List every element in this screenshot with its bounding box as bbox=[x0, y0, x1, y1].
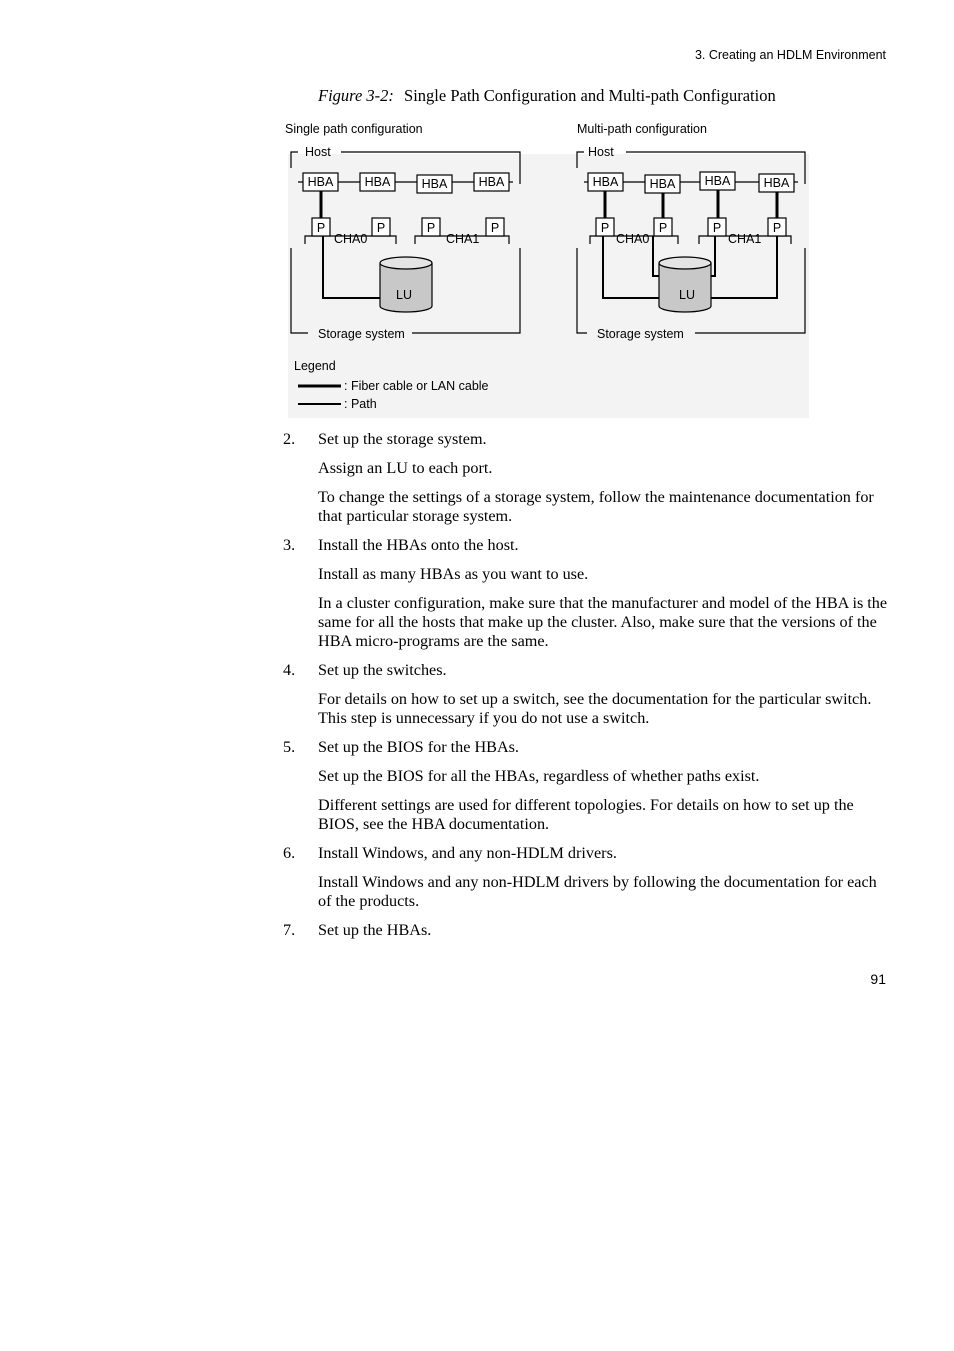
step-title: Install the HBAs onto the host. bbox=[318, 536, 519, 554]
single-hba-label: HBA bbox=[364, 175, 391, 189]
page-number: 91 bbox=[870, 971, 886, 987]
single-hba-label: HBA bbox=[307, 175, 334, 189]
step-title: Set up the HBAs. bbox=[318, 921, 432, 939]
multi-port-label: P bbox=[600, 221, 610, 235]
multi-hba-label: HBA bbox=[704, 174, 731, 188]
multi-storage-label: Storage system bbox=[597, 327, 684, 341]
multi-cha0-label: CHA0 bbox=[616, 232, 650, 246]
multi-lu-cylinder bbox=[659, 257, 711, 312]
multi-heading: Multi-path configuration bbox=[577, 122, 707, 136]
legend-title: Legend bbox=[294, 359, 336, 373]
step-number: 6. bbox=[283, 844, 296, 862]
multi-hba-label: HBA bbox=[763, 176, 790, 190]
path-configuration-diagram bbox=[283, 118, 813, 418]
step-paragraph: Install Windows and any non-HDLM drivers by following the documentation for each of the products. bbox=[318, 873, 877, 910]
multi-port-label: P bbox=[772, 221, 782, 235]
step-number: 7. bbox=[283, 921, 296, 939]
single-host-label: Host bbox=[305, 145, 331, 159]
step-number: 4. bbox=[283, 661, 296, 679]
legend-fiber-label: : Fiber cable or LAN cable bbox=[344, 379, 489, 393]
step-item bbox=[283, 738, 888, 834]
single-storage-label: Storage system bbox=[318, 327, 405, 341]
multi-hba-label: HBA bbox=[649, 177, 676, 191]
single-heading: Single path configuration bbox=[285, 122, 423, 136]
step-number: 2. bbox=[283, 430, 296, 448]
step-title: Set up the switches. bbox=[318, 661, 447, 679]
running-header: 3. Creating an HDLM Environment bbox=[694, 48, 886, 62]
step-item bbox=[283, 844, 888, 911]
step-paragraph: Different settings are used for different topologies. For details on how to set up the BIOS, see the HBA documentation. bbox=[318, 796, 854, 833]
single-lu-label: LU bbox=[396, 288, 412, 302]
single-cha0-label: CHA0 bbox=[334, 232, 368, 246]
diagram-svg bbox=[283, 118, 813, 418]
step-item bbox=[283, 921, 888, 940]
single-port-label: P bbox=[426, 221, 436, 235]
step-item bbox=[283, 430, 888, 526]
step-paragraph: To change the settings of a storage system, follow the maintenance documentation for that particular storage system. bbox=[318, 488, 874, 525]
multi-port-label: P bbox=[712, 221, 722, 235]
step-item bbox=[283, 661, 888, 728]
figure-caption bbox=[318, 86, 776, 106]
step-paragraph: Set up the BIOS for all the HBAs, regardless of whether paths exist. bbox=[318, 767, 760, 785]
single-port-label: P bbox=[316, 221, 326, 235]
single-lu-cylinder bbox=[380, 257, 432, 312]
multi-hba-label: HBA bbox=[592, 175, 619, 189]
step-paragraph: In a cluster configuration, make sure that the manufacturer and model of the HBA is the same for all the hosts that make up the cluster. Also, make sure that the versions of the HBA micro-programs are the same. bbox=[318, 594, 888, 650]
step-paragraph: For details on how to set up a switch, see the documentation for the particular switch. This step is unnecessary if you do not use a switch. bbox=[318, 690, 872, 727]
multi-cha1-label: CHA1 bbox=[728, 232, 762, 246]
step-paragraph: Assign an LU to each port. bbox=[318, 459, 493, 477]
legend-path-label: : Path bbox=[344, 397, 377, 411]
step-paragraph: Install as many HBAs as you want to use. bbox=[318, 565, 589, 583]
single-hba-label: HBA bbox=[421, 177, 448, 191]
multi-host-label: Host bbox=[588, 145, 614, 159]
multi-lu-label: LU bbox=[679, 288, 695, 302]
multi-port-label: P bbox=[658, 221, 668, 235]
single-cha1-label: CHA1 bbox=[446, 232, 480, 246]
step-number: 5. bbox=[283, 738, 296, 756]
step-title: Set up the BIOS for the HBAs. bbox=[318, 738, 519, 756]
procedure-steps bbox=[283, 430, 888, 950]
single-port-label: P bbox=[376, 221, 386, 235]
single-port-label: P bbox=[490, 221, 500, 235]
figure-label: Figure 3-2: bbox=[318, 86, 394, 105]
single-hba-label: HBA bbox=[478, 175, 505, 189]
step-item bbox=[283, 536, 888, 651]
step-title: Install Windows, and any non-HDLM drivers. bbox=[318, 844, 617, 862]
step-number: 3. bbox=[283, 536, 296, 554]
step-title: Set up the storage system. bbox=[318, 430, 487, 448]
figure-title: Single Path Configuration and Multi-path Configuration bbox=[404, 86, 776, 105]
